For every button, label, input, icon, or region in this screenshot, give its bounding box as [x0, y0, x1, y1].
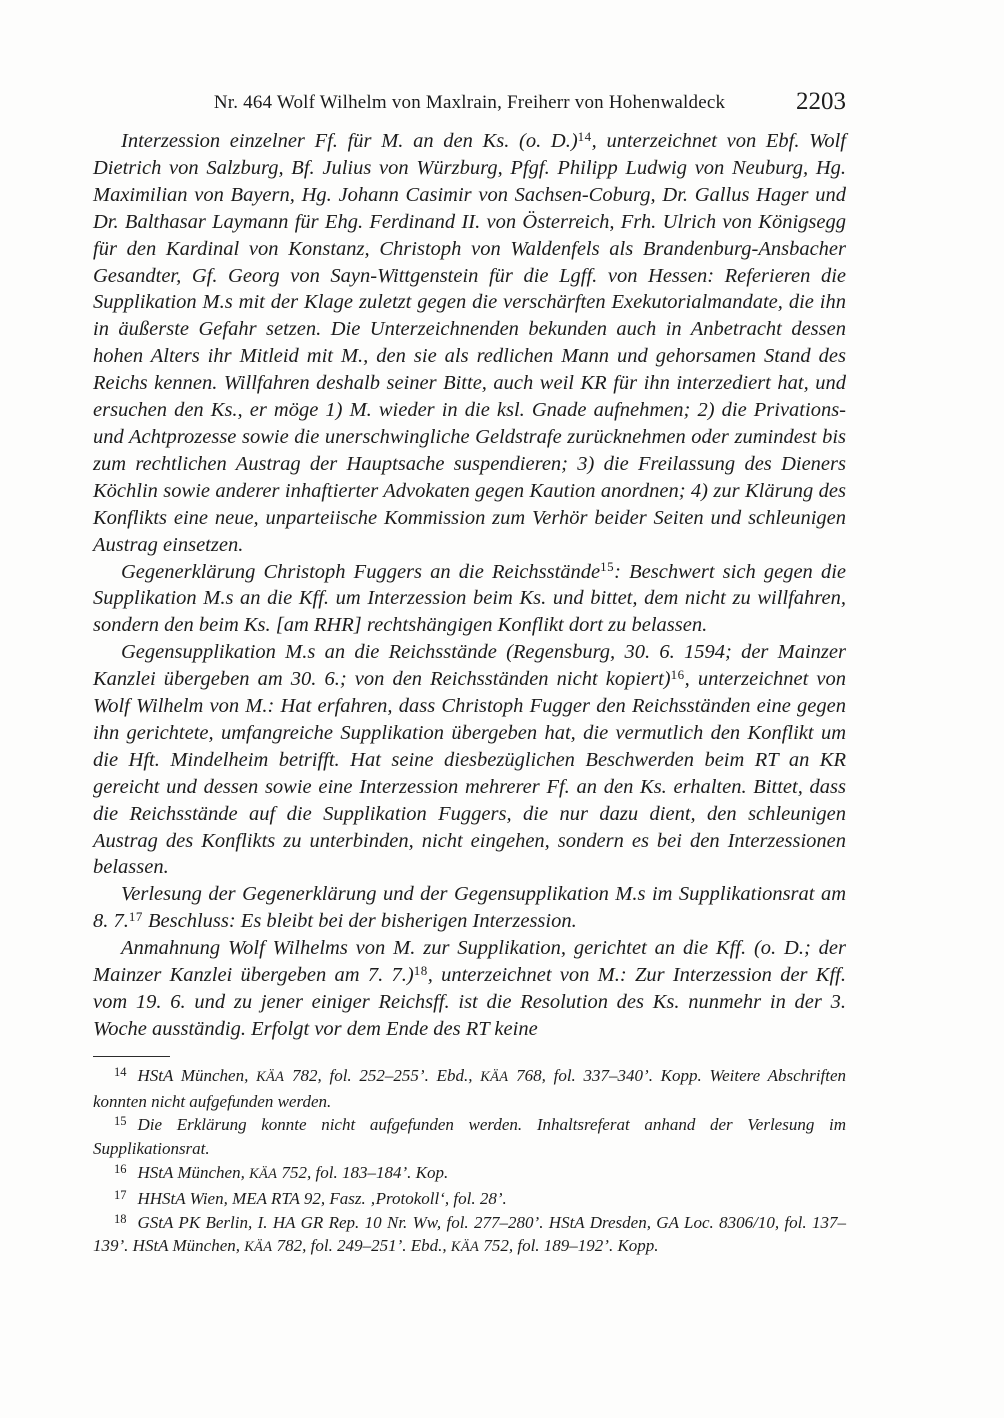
footnote-marker: 14	[114, 1064, 127, 1079]
footnote	[93, 1187, 846, 1211]
text-run: 782, fol. 252–255’. Ebd.,	[284, 1065, 481, 1085]
body-paragraphs	[93, 128, 846, 1043]
smallcaps-abbreviation: KÄA	[249, 1166, 278, 1182]
footnote-separator	[93, 1056, 170, 1057]
text-run: Interzession einzelner Ff. für M. an den Ks. (o. D.)	[121, 130, 578, 152]
footnote	[93, 1113, 846, 1161]
paragraph	[93, 639, 846, 881]
running-head: Nr. 464 Wolf Wilhelm von Maxlrain, Freiherr von Hohenwaldeck	[213, 92, 726, 113]
text-run: Beschluss: Es bleibt bei der bisherigen Interzession.	[142, 910, 577, 933]
text-run: Gegensupplikation M.s an die Reichsstände (Regensburg, 30. 6. 1594; der Mainzer Kanzlei übergeben am 30. 6.; von den Reichsständen nicht kopiert)	[93, 641, 846, 691]
footnote-ref: 16	[670, 666, 685, 682]
text-run: Die Erklärung konnte nicht aufgefunden werden. Inhaltsreferat anhand der Verlesung im Supplikationsrat.	[93, 1115, 846, 1159]
text-run: : Beschwert sich gegen die Supplikation M.s an die Kff. um Interzession beim Ks. und bittet, dem nicht zu willfahren, sondern den beim Ks. [am RHR] rechtshängigen Konflikt dort zu belassen.	[93, 560, 846, 637]
paragraph	[93, 935, 846, 1043]
footnote	[93, 1211, 846, 1261]
text-run: HStA München,	[137, 1065, 257, 1085]
text-run: 752, fol. 183–184’. Kop.	[277, 1163, 449, 1182]
text-run: , unterzeichnet von M.: Zur Interzession der Kff. vom 19. 6. und zu jener einiger Reichsff. ist die Resolution des Ks. nunmehr in der 3. Woche ausständig. Erfolgt vor dem Ende des RT keine	[93, 964, 846, 1040]
text-run: Verlesung der Gegenerklärung und der Gegensupplikation M.s im Supplikationsrat am 8. 7.	[93, 883, 846, 933]
paragraph	[93, 128, 846, 559]
paragraph	[93, 881, 846, 935]
footnote	[93, 1161, 846, 1187]
footnote-ref: 15	[600, 559, 615, 574]
page-header	[93, 82, 846, 116]
text-run: , unterzeichnet von Ebf. Wolf Dietrich von Salzburg, Bf. Julius von Würzburg, Pfgf. Philipp Ludwig von Neuburg, Hg. Maximilian von Bayern, Hg. Johann Casimir von Sachsen-Coburg, Dr. Gallus Hager und Dr. Balthasar Laymann für Ehg. Ferdinand II. von Österreich, Frh. Ulrich von Königsegg für den Kardinal von Konstanz, Christoph von Waldenfels als Brandenburg-Ansbacher Gesandter, Gf. Georg von Sayn-Wittgenstein für die Lgff. von Hessen: Referieren die Supplikation M.s mit der Klage zuletzt gegen die verschärften Exekutorialmandate, die ihn in äußerste Gefahr setzen. Die Unterzeichnenden bekunden auch in Anbetracht dessen hohen Alters ihr Mitleid mit M., den sie als redlichen Mann und gehorsamen Stand des Reichs kennen. Willfahren deshalb seiner Bitte, auch weil KR für ihn interzediert hat, und ersuchen den Ks., er möge 1) M. wieder in die ksl. Gnade aufnehmen; 2) die Privations- und Achtprozesse sowie die unerschwingliche Geldstrafe zurücknehmen oder zumindest bis zum rechtlichen Austrag der Hauptsache suspendieren; 3) die Freilassung des Dieners Köchlin sowie anderer inhaftierter Advokaten gegen Kaution anordnen; 4) zur Klärung des Konflikts eine neue, unparteiische Kommission zum Verhör beider Seiten und schleunigen Austrag einsetzen.	[93, 130, 846, 556]
text-run: , unterzeichnet von Wolf Wilhelm von M.: Hat erfahren, dass Christoph Fugger den Reichsständen eine gegen ihn gerichtete, umfangreiche Supplikation übergeben hat, die vermutlich den Konflikt um die Hft. Mindelheim betrifft. Hat seine diesbezüglichen Beschwerden beim RT an KR gereicht und dessen sowie eine Interzession mehrerer Ff. an den Ks. erhalten. Bittet, dass die Reichsstände auf die Supplikation Fuggers, die nur dazu dient, den schleunigen Austrag des Konflikts zu unterbinden, nicht eingehen, sondern es bei den Interzessionen belassen.	[93, 668, 846, 879]
text-run: GStA PK Berlin, I. HA GR Rep. 10 Nr. Ww, fol. 277–280’. HStA Dresden, GA Loc. 8306/10, fol. 137–139’. HStA München,	[93, 1212, 846, 1256]
smallcaps-abbreviation: KÄA	[244, 1239, 273, 1256]
smallcaps-abbreviation: KÄA	[450, 1239, 480, 1256]
text-run: HHStA Wien, MEA RTA 92, Fasz. ‚Protokoll‘, fol. 28’.	[137, 1188, 507, 1208]
footnote-marker: 15	[114, 1114, 127, 1129]
footnote-marker: 18	[114, 1211, 127, 1226]
footnote-marker: 16	[114, 1162, 127, 1176]
footnote-ref: 14	[577, 128, 592, 144]
text-run: 752, fol. 189–192’. Kopp.	[479, 1236, 659, 1256]
paragraph	[93, 559, 846, 640]
smallcaps-abbreviation: KÄA	[256, 1068, 285, 1085]
footnotes-section	[93, 1064, 846, 1260]
text-run: 782, fol. 249–251’. Ebd.,	[272, 1236, 451, 1256]
footnote	[93, 1064, 846, 1114]
footnote-marker: 17	[114, 1187, 127, 1202]
page-number: 2203	[796, 88, 846, 115]
footnote-ref: 17	[128, 908, 143, 924]
text-run: Anmahnung Wolf Wilhelms von M. zur Supplikation, gerichtet an die Kff. (o. D.; der Mainzer Kanzlei übergeben am 7. 7.)	[93, 937, 846, 987]
text-run: 768, fol. 337–340’. Kopp. Weitere Abschriften konnten nicht aufgefunden werden.	[93, 1065, 846, 1111]
footnote-ref: 18	[413, 962, 428, 978]
text-run: Gegenerklärung Christoph Fuggers an die Reichsstände	[121, 560, 601, 583]
smallcaps-abbreviation: KÄA	[480, 1068, 509, 1085]
text-column	[93, 82, 846, 1260]
text-run: HStA München,	[137, 1163, 250, 1182]
